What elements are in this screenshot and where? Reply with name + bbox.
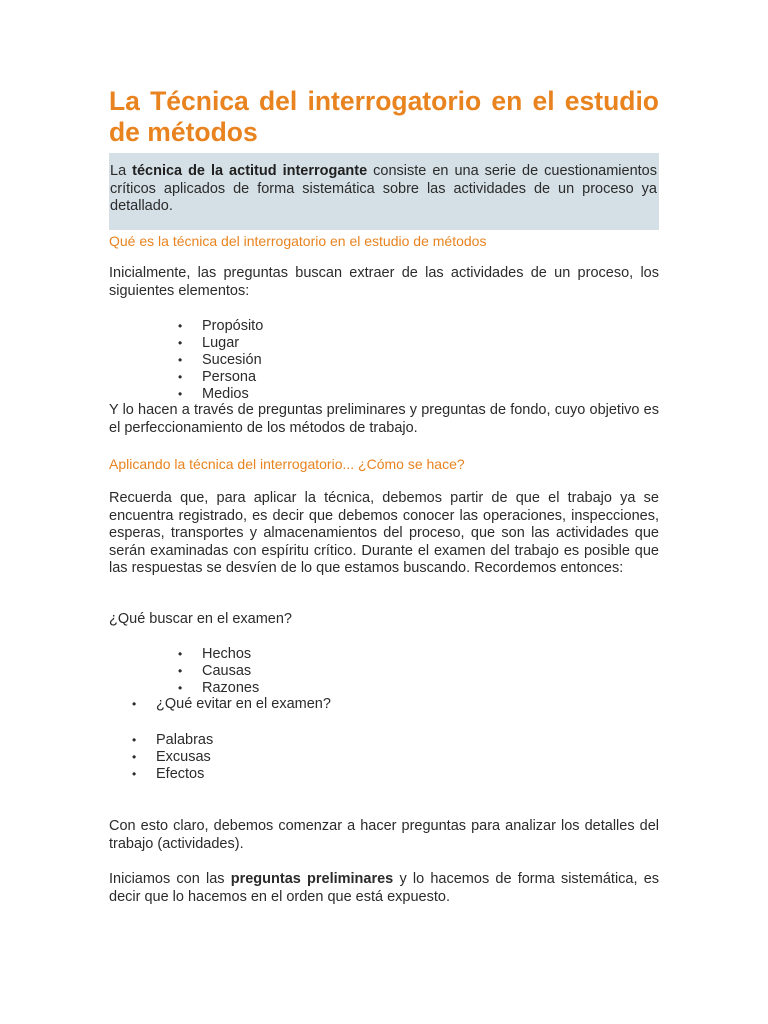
bullet-icon: • xyxy=(178,387,183,401)
list-item: • Medios xyxy=(178,386,249,402)
list-item: • Persona xyxy=(178,369,257,385)
intro-highlight-box xyxy=(109,153,659,230)
paragraph-questions-purpose: Y lo hacen a través de preguntas preliminares y preguntas de fondo, cuyo objetivo es el perfeccionamiento de los métodos de trabajo. xyxy=(109,402,659,436)
list-item: • ¿Qué evitar en el examen? xyxy=(132,696,331,712)
section-heading-what-is: Qué es la técnica del interrogatorio en el estudio de métodos xyxy=(109,233,487,249)
section-heading-how-to: Aplicando la técnica del interrogatorio... ¿Cómo se hace? xyxy=(109,456,465,472)
bullet-icon: • xyxy=(178,319,183,333)
paragraph-iniciamos xyxy=(109,871,659,906)
list-item: • Razones xyxy=(178,680,260,696)
list-item: • Palabras xyxy=(132,732,214,748)
bullet-icon: • xyxy=(132,767,137,781)
intro-rest: consiste en una serie de cuestionamientos críticos aplicados de forma sistemática sobre las actividades de un proceso ya detallado. xyxy=(110,163,657,214)
bullet-icon: • xyxy=(178,681,183,695)
bullet-icon: • xyxy=(178,647,183,661)
list-item: • Propósito xyxy=(178,318,264,334)
bullet-icon: • xyxy=(132,697,137,711)
list-item: • Efectos xyxy=(132,766,205,782)
iniciamos-bold-term: preguntas preliminares xyxy=(230,871,394,887)
iniciamos-rest: y lo hacemos de forma sistemática, es decir que lo hacemos en el orden que está expuesto. xyxy=(109,871,660,905)
bullet-icon: • xyxy=(178,336,183,350)
paragraph-recuerda: Recuerda que, para aplicar la técnica, debemos partir de que el trabajo ya se encuentra registrado, es decir que debemos conocer las operaciones, inspecciones, esperas, transportes y almacenamientos del proceso, que son las actividades que serán examinadas con espíritu crítico. Durante el examen del trabajo es posible que las respuestas se desvíen de lo que estamos buscando. Recordemos entonces: xyxy=(109,490,659,576)
question-what-to-search: ¿Qué buscar en el examen? xyxy=(109,611,292,627)
bullet-icon: • xyxy=(132,750,137,764)
paragraph-con-esto-claro: Con esto claro, debemos comenzar a hacer preguntas para analizar los detalles del trabajo (actividades). xyxy=(109,818,659,852)
list-item: • Hechos xyxy=(178,646,252,662)
bullet-icon: • xyxy=(178,353,183,367)
document-title: La Técnica del interrogatorio en el estudio de métodos xyxy=(109,86,659,147)
avoid-question-list xyxy=(132,696,331,713)
bullet-icon: • xyxy=(178,664,183,678)
intro-bold-term: técnica de la actitud interrogante xyxy=(132,163,368,179)
list-item: • Sucesión xyxy=(178,352,262,368)
list-item: • Lugar xyxy=(178,335,240,351)
bullet-icon: • xyxy=(178,370,183,384)
list-item: • Excusas xyxy=(132,749,211,765)
bullet-icon: • xyxy=(132,733,137,747)
paragraph-intro-elements: Inicialmente, las preguntas buscan extraer de las actividades de un proceso, los siguientes elementos: xyxy=(109,265,659,299)
iniciamos-prefix: Iniciamos con las xyxy=(109,871,231,887)
list-item: • Causas xyxy=(178,663,252,679)
intro-prefix: La xyxy=(110,163,133,179)
elements-list xyxy=(178,318,264,403)
search-items-list xyxy=(178,646,260,697)
avoid-items-list xyxy=(132,732,214,783)
